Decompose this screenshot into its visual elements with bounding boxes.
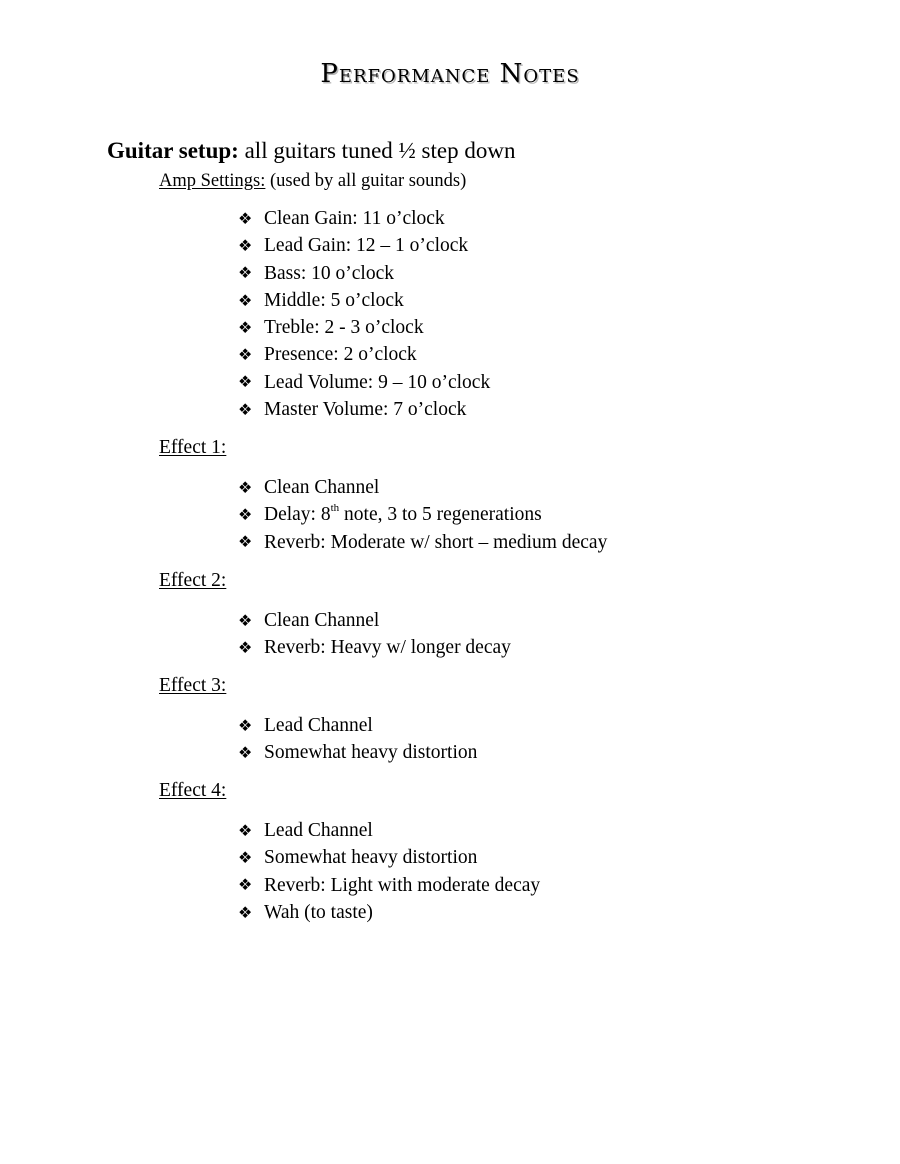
list-item: ❖ Clean Channel xyxy=(238,610,380,631)
amp-settings-list xyxy=(238,205,490,423)
diamond-bullet-icon: ❖ xyxy=(238,290,253,310)
amp-settings-note: (used by all guitar sounds) xyxy=(265,171,467,191)
diamond-bullet-icon: ❖ xyxy=(238,902,253,922)
list-item: ❖ Presence: 2 o’clock xyxy=(238,344,417,366)
diamond-bullet-icon: ❖ xyxy=(238,715,253,735)
guitar-setup-line xyxy=(107,137,515,165)
list-item: ❖ Reverb: Moderate w/ short – medium decay xyxy=(238,531,608,553)
page-title: Performance Notes xyxy=(320,59,580,89)
list-item: ❖ Somewhat heavy distortion xyxy=(238,742,478,764)
effect-3-list xyxy=(238,712,477,767)
diamond-bullet-icon: ❖ xyxy=(238,875,253,895)
effect-4-list xyxy=(238,817,540,926)
list-item: ❖ Clean Gain: 11 o’clock xyxy=(238,208,445,229)
list-item xyxy=(238,501,607,528)
diamond-bullet-icon: ❖ xyxy=(238,477,253,497)
delay-text: Delay: 8th note, 3 to 5 regenerations xyxy=(264,501,542,526)
list-item: ❖ Reverb: Light with moderate decay xyxy=(238,874,541,896)
diamond-bullet-icon: ❖ xyxy=(238,504,253,524)
diamond-bullet-icon: ❖ xyxy=(238,532,253,552)
diamond-bullet-icon: ❖ xyxy=(238,637,253,657)
list-item: ❖ Master Volume: 7 o’clock xyxy=(238,399,467,421)
diamond-bullet-icon: ❖ xyxy=(238,372,253,392)
effect-3-label: Effect 3: xyxy=(159,675,227,696)
list-item: ❖ Bass: 10 o’clock xyxy=(238,262,394,284)
guitar-setup-label: Guitar setup: xyxy=(107,138,239,163)
list-item: ❖ Treble: 2 - 3 o’clock xyxy=(238,317,424,339)
diamond-bullet-icon: ❖ xyxy=(238,317,253,337)
list-item: ❖ Clean Channel xyxy=(238,477,380,498)
effect-1-list xyxy=(238,474,607,556)
list-item: ❖ Middle: 5 o’clock xyxy=(238,289,404,311)
effect-4-label: Effect 4: xyxy=(159,780,227,801)
diamond-bullet-icon: ❖ xyxy=(238,820,253,840)
diamond-bullet-icon: ❖ xyxy=(238,235,253,255)
amp-settings-label: Amp Settings: xyxy=(159,171,266,191)
list-item: ❖ Lead Gain: 12 – 1 o’clock xyxy=(238,235,469,257)
amp-settings-heading xyxy=(159,170,466,192)
list-item: ❖ Lead Channel xyxy=(238,715,373,736)
diamond-bullet-icon: ❖ xyxy=(238,610,253,630)
diamond-bullet-icon: ❖ xyxy=(238,847,253,867)
effect-2-list xyxy=(238,607,511,662)
list-item: ❖ Somewhat heavy distortion xyxy=(238,847,478,869)
effect-1-label: Effect 1: xyxy=(159,437,227,458)
list-item: ❖ Wah (to taste) xyxy=(238,901,373,923)
diamond-bullet-icon: ❖ xyxy=(238,345,253,365)
diamond-bullet-icon: ❖ xyxy=(238,399,253,419)
guitar-setup-text: all guitars tuned ½ step down xyxy=(238,138,516,163)
list-item: ❖ Reverb: Heavy w/ longer decay xyxy=(238,637,511,659)
effect-2-label: Effect 2: xyxy=(159,570,227,591)
list-item: ❖ Lead Channel xyxy=(238,820,373,841)
diamond-bullet-icon: ❖ xyxy=(238,263,253,283)
diamond-bullet-icon: ❖ xyxy=(238,742,253,762)
list-item: ❖ Lead Volume: 9 – 10 o’clock xyxy=(238,371,491,393)
diamond-bullet-icon: ❖ xyxy=(238,208,253,228)
